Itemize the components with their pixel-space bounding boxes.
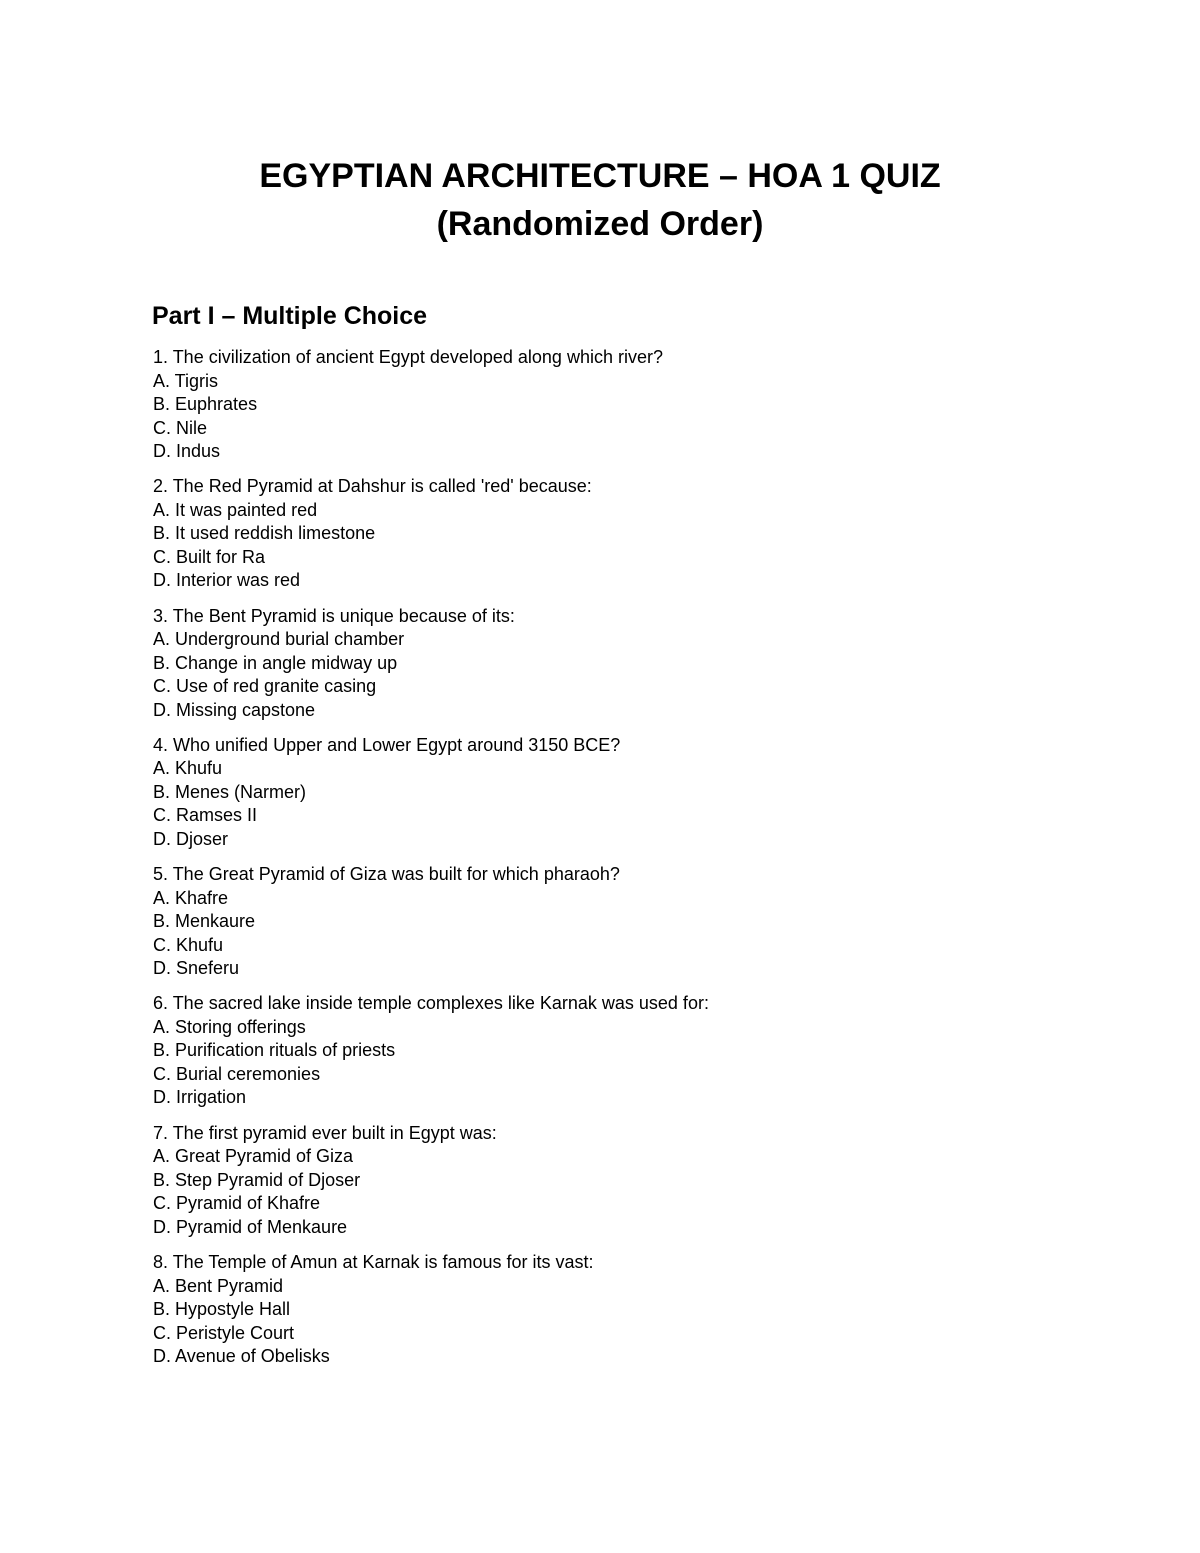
question-stem: 6. The sacred lake inside temple complexes like Karnak was used for: xyxy=(153,993,709,1014)
question-8 xyxy=(153,1251,1053,1369)
answer-option: A. Khufu xyxy=(153,758,223,779)
answer-option: C. Built for Ra xyxy=(153,546,266,567)
answer-option: C. Pyramid of Khafre xyxy=(153,1193,321,1214)
question-stem: 2. The Red Pyramid at Dahshur is called 'red' because: xyxy=(153,476,592,497)
answer-option: B. Menkaure xyxy=(153,911,256,932)
answer-option: B. Change in angle midway up xyxy=(153,652,398,673)
page-title: EGYPTIAN ARCHITECTURE – HOA 1 QUIZ xyxy=(259,157,941,195)
question-stem: 3. The Bent Pyramid is unique because of its: xyxy=(153,605,515,626)
question-7 xyxy=(153,1122,1053,1240)
answer-option: B. Hypostyle Hall xyxy=(153,1299,291,1320)
answer-option: A. Tigris xyxy=(153,370,219,391)
answer-option: D. Djoser xyxy=(153,828,229,849)
answer-option: C. Burial ceremonies xyxy=(153,1063,321,1084)
answer-option: D. Interior was red xyxy=(153,570,301,591)
question-stem: 8. The Temple of Amun at Karnak is famous for its vast: xyxy=(153,1252,594,1273)
question-list xyxy=(153,346,1053,1380)
title-block xyxy=(0,152,1200,248)
answer-option: B. Euphrates xyxy=(153,394,258,414)
answer-option: D. Irrigation xyxy=(153,1087,247,1108)
question-stem: 5. The Great Pyramid of Giza was built for which pharaoh? xyxy=(153,864,620,885)
answer-option: A. Underground burial chamber xyxy=(153,629,405,650)
question-2 xyxy=(153,475,1053,593)
page-subtitle: (Randomized Order) xyxy=(436,205,764,243)
question-4 xyxy=(153,734,1053,852)
answer-option: D. Pyramid of Menkaure xyxy=(153,1216,348,1237)
answer-option: C. Use of red granite casing xyxy=(153,676,377,697)
question-6 xyxy=(153,992,1053,1110)
answer-option: C. Ramses II xyxy=(153,805,258,826)
answer-option: D. Sneferu xyxy=(153,958,240,979)
answer-option: B. It used reddish limestone xyxy=(153,523,376,544)
question-stem: 7. The first pyramid ever built in Egypt was: xyxy=(153,1122,497,1143)
answer-option: D. Missing capstone xyxy=(153,699,316,720)
question-3 xyxy=(153,605,1053,723)
answer-option: B. Purification rituals of priests xyxy=(153,1040,396,1061)
answer-option: D. Indus xyxy=(153,441,221,461)
answer-option: A. Bent Pyramid xyxy=(153,1275,284,1296)
answer-option: B. Step Pyramid of Djoser xyxy=(153,1169,361,1190)
answer-option: A. Storing offerings xyxy=(153,1016,306,1037)
answer-option: A. Khafre xyxy=(153,887,229,908)
section-heading: Part I – Multiple Choice xyxy=(152,302,428,330)
answer-option: D. Avenue of Obelisks xyxy=(153,1346,330,1367)
answer-option: C. Nile xyxy=(153,417,208,438)
question-5 xyxy=(153,863,1053,981)
question-stem: 4. Who unified Upper and Lower Egypt around 3150 BCE? xyxy=(153,734,621,755)
answer-option: A. Great Pyramid of Giza xyxy=(153,1146,354,1167)
answer-option: C. Peristyle Court xyxy=(153,1322,295,1343)
question-stem: 1. The civilization of ancient Egypt developed along which river? xyxy=(153,347,663,367)
answer-option: A. It was painted red xyxy=(153,499,318,520)
question-1 xyxy=(153,346,1053,464)
answer-option: B. Menes (Narmer) xyxy=(153,781,307,802)
answer-option: C. Khufu xyxy=(153,934,224,955)
